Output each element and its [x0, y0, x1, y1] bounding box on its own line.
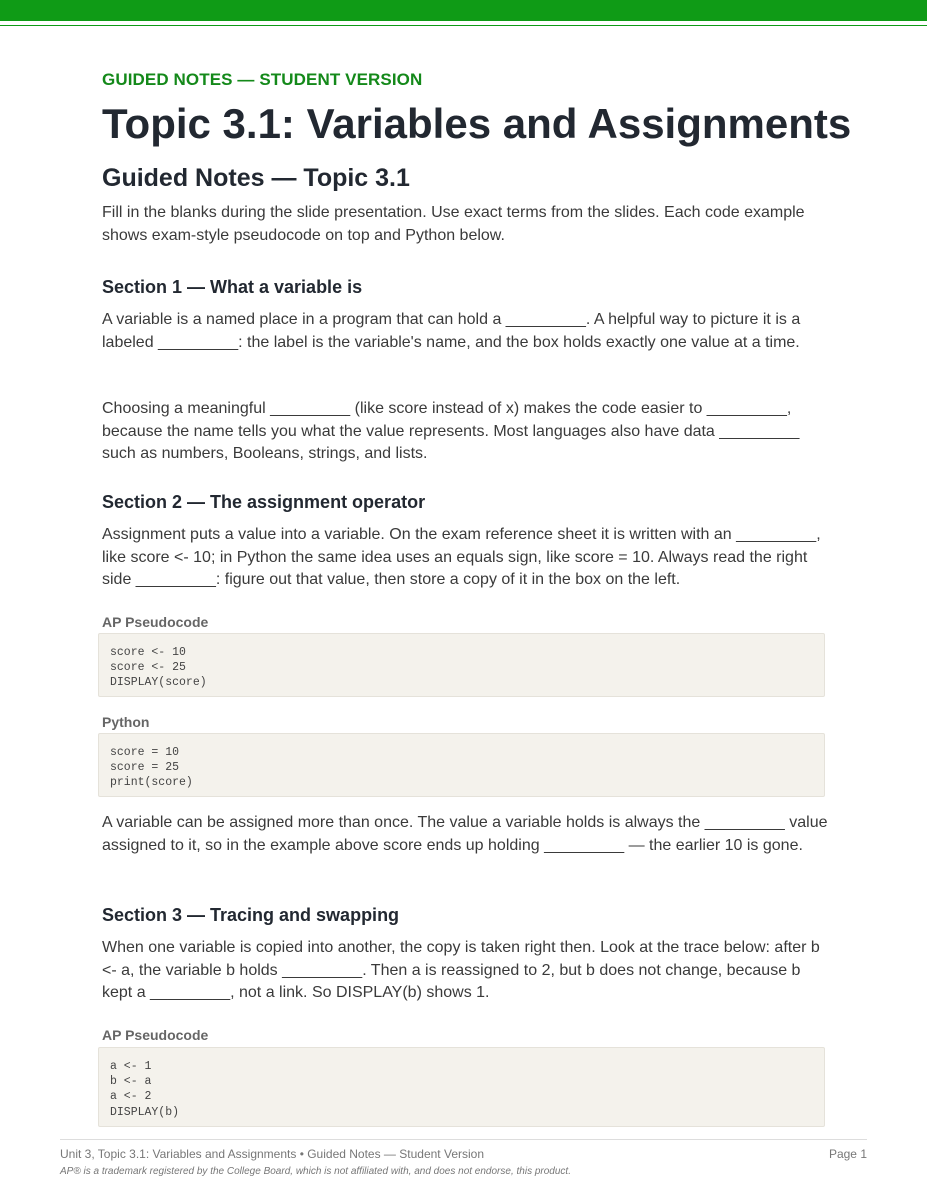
section-1-heading: Section 1 — What a variable is [102, 277, 363, 297]
code-block-pseudocode: score <- 10 score <- 25 DISPLAY(score) [98, 633, 825, 697]
footer-trademark-note: AP® is a trademark registered by the College Board, which is not affiliated with, and does not endorse, this product. [60, 1166, 571, 1177]
footer-document-info: Unit 3, Topic 3.1: Variables and Assignments • Guided Notes — Student Version [60, 1147, 484, 1161]
section-1-paragraph-2: Choosing a meaningful _________ (like score instead of x) makes the code easier to _________, because the name tells you what the value represents. Most languages also have data _________ such as numbers, Booleans, strings, and lists. [102, 400, 800, 463]
code-label-python: Python [102, 714, 150, 730]
section-2-heading: Section 2 — The assignment operator [102, 492, 426, 512]
page-title: Topic 3.1: Variables and Assignments [102, 100, 852, 147]
footer-page-number: Page 1 [828, 1147, 867, 1161]
section-2-paragraph-2: A variable can be assigned more than once. The value a variable holds is always the _________ value assigned to it, so in the example above score ends up holding _________ — the earlier 10 is gone. [102, 814, 828, 854]
code-label-pseudocode-trace: AP Pseudocode [102, 1027, 209, 1043]
top-accent-line [0, 25, 927, 26]
intro-paragraph: Fill in the blanks during the slide presentation. Use exact terms from the slides. Each code example shows exam-style pseudocode on top and Python below. [102, 204, 805, 244]
code-label-pseudocode: AP Pseudocode [102, 614, 209, 630]
code-block-python: score = 10 score = 25 print(score) [98, 733, 825, 797]
code-block-trace: a <- 1 b <- a a <- 2 DISPLAY(b) [98, 1047, 825, 1127]
section-3-paragraph-1: When one variable is copied into another, the copy is taken right then. Look at the trace below: after b <- a, the variable b holds _________. Then a is reassigned to 2, but b does not change, because b kept a _________, not a link. So DISPLAY(b) shows 1. [102, 939, 820, 1002]
section-1-paragraph-1: A variable is a named place in a program that can hold a _________. A helpful way to picture it is a labeled _________: the label is the variable's name, and the box holds exactly one value at a time. [102, 311, 801, 351]
section-3-heading: Section 3 — Tracing and swapping [102, 905, 400, 925]
notes-heading: Guided Notes — Topic 3.1 [102, 164, 410, 192]
section-2-paragraph-1: Assignment puts a value into a variable. On the exam reference sheet it is written with an _________, like score <- 10; in Python the same idea uses an equals sign, like score = 10. Always read the right side _________: figure out that value, then store a copy of it in the box on the left. [102, 526, 821, 589]
top-accent-bar [0, 0, 927, 21]
footer-divider [60, 1139, 867, 1140]
document-eyebrow: GUIDED NOTES — STUDENT VERSION [102, 70, 423, 89]
